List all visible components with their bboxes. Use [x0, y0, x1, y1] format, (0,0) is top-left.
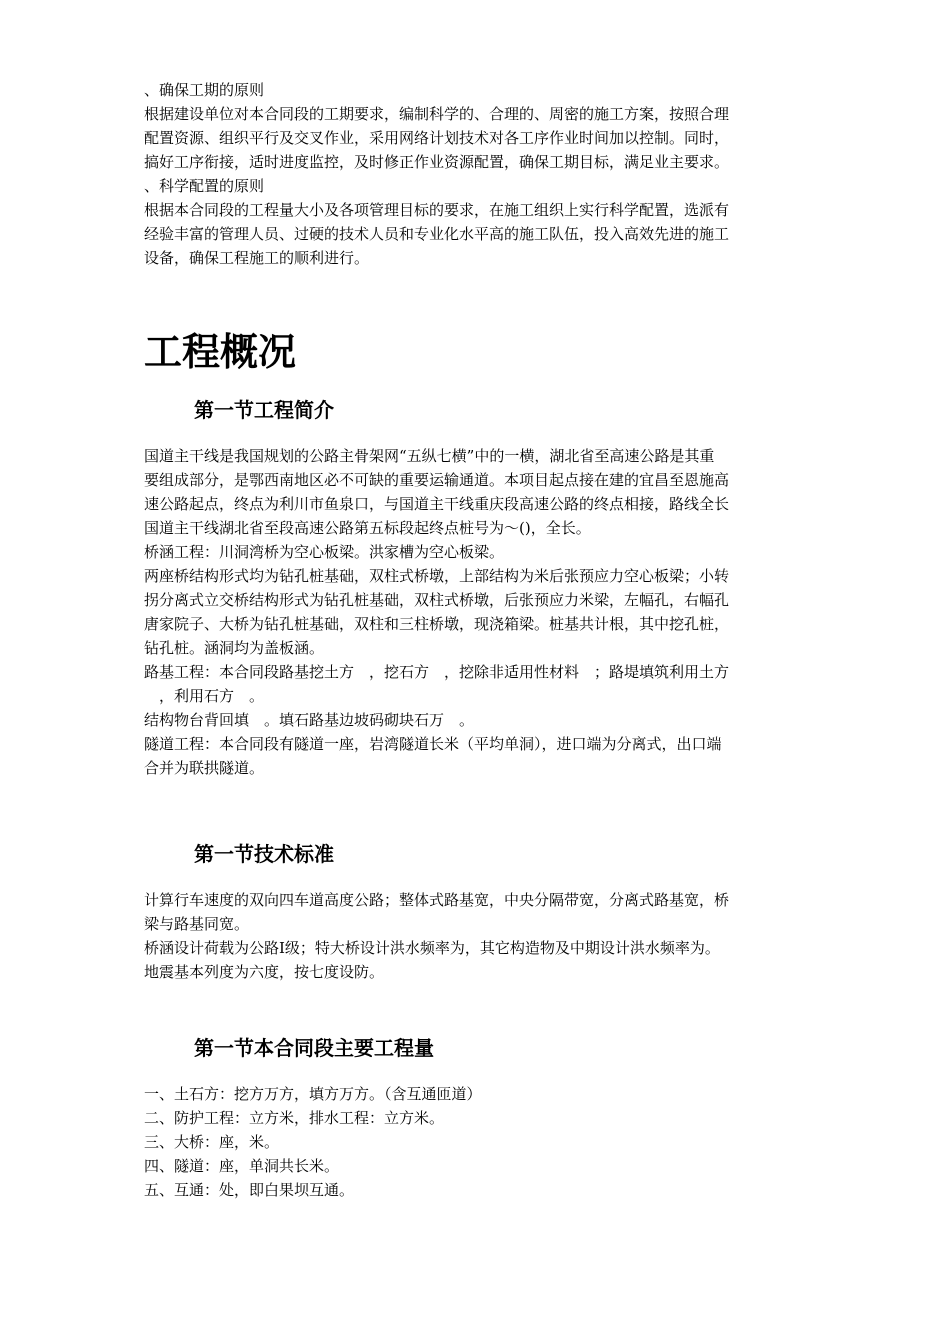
list-item: 二、防护工程：立方米，排水工程：立方米。	[144, 1109, 445, 1127]
text-line: 国道主干线是我国规划的公路主骨架网“五纵七横”中的一横，湖北省至高速公路是其重	[144, 447, 715, 465]
text-line: 唐家院子、大桥为钻孔桩基础，双柱和三柱桥墩，现浇箱梁。桩基共计根，其中挖孔桩，	[144, 615, 730, 633]
text-line: 、科学配置的原则	[144, 177, 265, 195]
text-line: 钻孔桩。涵洞均为盖板涵。	[144, 639, 325, 657]
text-line: 结构物台背回填 。填石路基边坡码砌块石万 。	[144, 711, 475, 729]
text-line: 搞好工序衔接，适时进度监控，及时修正作业资源配置，确保工期目标，满足业主要求。	[144, 153, 730, 171]
text-line: 地震基本列度为六度，按七度设防。	[144, 963, 385, 981]
text-line: 配置资源、组织平行及交叉作业，采用网络计划技术对各工序作业时间加以控制。同时，	[144, 129, 730, 147]
list-item: 一、土石方：挖方万方，填方万方。（含互通匝道）	[144, 1085, 482, 1103]
section-title-overview: 第一节工程简介	[194, 398, 334, 422]
text-line: 根据建设单位对本合同段的工期要求，编制科学的、合理的、周密的施工方案，按照合理	[144, 105, 730, 123]
text-line: 桥涵设计荷载为公路Ⅰ级；特大桥设计洪水频率为，其它构造物及中期设计洪水频率为。	[144, 939, 720, 957]
text-line: 、确保工期的原则	[144, 81, 265, 99]
text-line: 隧道工程：本合同段有隧道一座，岩湾隧道长米（平均单洞），进口端为分离式，出口端	[144, 735, 722, 753]
text-line: 根据本合同段的工程量大小及各项管理目标的要求，在施工组织上实行科学配置，选派有	[144, 201, 730, 219]
text-line: 梁与路基同宽。	[144, 915, 250, 933]
text-line: 拐分离式立交桥结构形式为钻孔桩基础，双柱式桥墩，后张预应力米梁，左幅孔，右幅孔	[144, 591, 730, 609]
section-title-standards: 第一节技术标准	[194, 842, 334, 866]
section-title-quantities: 第一节本合同段主要工程量	[194, 1036, 434, 1060]
section-overview-body	[144, 444, 810, 780]
section-quantities-body	[144, 1082, 810, 1202]
text-line: ，利用石方 。	[144, 687, 265, 705]
text-line: 设备，确保工程施工的顺利进行。	[144, 249, 370, 267]
text-line: 经验丰富的管理人员、过硬的技术人员和专业化水平高的施工队伍，投入高效先进的施工	[144, 225, 730, 243]
text-line: 国道主干线湖北省至段高速公路第五标段起终点桩号为～()，全长。	[144, 519, 591, 537]
text-line: 要组成部分，是鄂西南地区必不可缺的重要运输通道。本项目起点接在建的宜昌至恩施高	[144, 471, 730, 489]
text-line: 速公路起点，终点为利川市鱼泉口，与国道主干线重庆段高速公路的终点相接，路线全长	[144, 495, 730, 513]
list-item: 五、互通：处，即白果坝互通。	[144, 1181, 355, 1199]
section-standards-body	[144, 888, 810, 984]
list-item: 三、大桥：座，米。	[144, 1133, 280, 1151]
text-line: 计算行车速度的双向四车道高度公路；整体式路基宽，中央分隔带宽，分离式路基宽，桥	[144, 891, 730, 909]
text-line: 桥涵工程：川洞湾桥为空心板梁。洪家槽为空心板梁。	[144, 543, 505, 561]
text-line: 两座桥结构形式均为钻孔桩基础，双柱式桥墩，上部结构为米后张预应力空心板梁；小转	[144, 567, 730, 585]
list-item: 四、隧道：座，单洞共长米。	[144, 1157, 340, 1175]
intro-paragraph	[144, 78, 810, 270]
chapter-title: 工程概况	[144, 330, 297, 374]
text-line: 合并为联拱隧道。	[144, 759, 265, 777]
text-line: 路基工程：本合同段路基挖土方 ，挖石方 ，挖除非适用性材料 ；路堤填筑利用土方	[144, 663, 730, 681]
